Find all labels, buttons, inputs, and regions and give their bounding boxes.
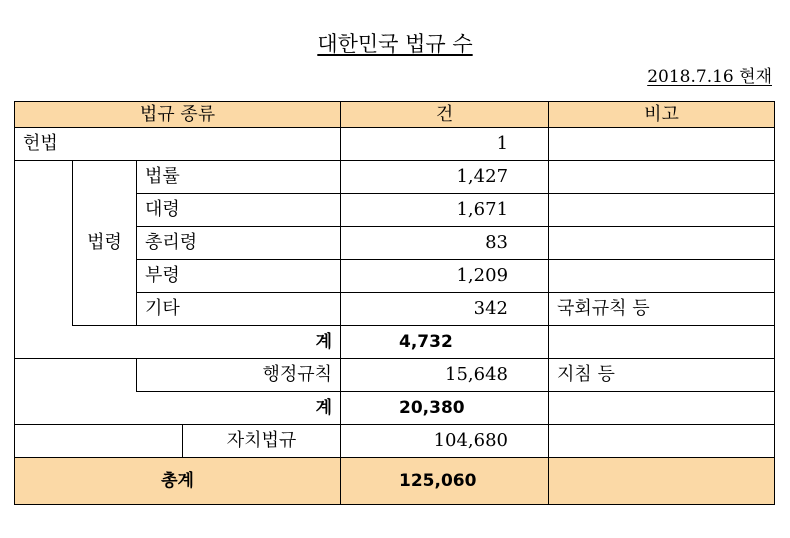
local-rules-note — [549, 425, 775, 458]
law-item-label: 기타 — [137, 293, 341, 326]
law-item-note — [549, 227, 775, 260]
subtotal-row — [15, 326, 775, 359]
total-row — [15, 458, 775, 505]
subtotal2-label: 계 — [15, 392, 341, 425]
law-item-label: 법률 — [137, 161, 341, 194]
constitution-note — [549, 128, 775, 161]
law-item-note — [549, 194, 775, 227]
table-row — [15, 128, 775, 161]
law-item-count: 342 — [341, 293, 549, 326]
indent-cell — [15, 425, 183, 458]
law-item-count: 83 — [341, 227, 549, 260]
admin-rules-label: 행정규칙 — [137, 359, 341, 392]
title-text: 대한민국 법규 수 — [317, 32, 473, 56]
admin-rules-count: 15,648 — [341, 359, 549, 392]
constitution-label: 헌법 — [15, 128, 341, 161]
total-note — [549, 458, 775, 505]
header-row — [15, 102, 775, 128]
total-label: 총계 — [15, 458, 341, 505]
table-row — [15, 359, 775, 392]
admin-rules-note: 지침 등 — [549, 359, 775, 392]
law-group-label: 법령 — [73, 161, 137, 326]
law-item-count: 1,427 — [341, 161, 549, 194]
date-label: 2018.7.16 현재 — [647, 67, 772, 87]
law-item-count: 1,209 — [341, 260, 549, 293]
header-count: 건 — [341, 102, 549, 128]
indent-cell — [15, 359, 137, 392]
subtotal1-note — [549, 326, 775, 359]
subtotal2-count: 20,380 — [341, 392, 549, 425]
local-rules-count: 104,680 — [341, 425, 549, 458]
law-item-label: 대령 — [137, 194, 341, 227]
table-row — [15, 425, 775, 458]
subtotal2-note — [549, 392, 775, 425]
subtotal1-count: 4,732 — [341, 326, 549, 359]
subtotal1-label: 계 — [15, 326, 341, 359]
constitution-count: 1 — [341, 128, 549, 161]
law-item-note: 국회규칙 등 — [549, 293, 775, 326]
total-count: 125,060 — [341, 458, 549, 505]
law-item-count: 1,671 — [341, 194, 549, 227]
header-note: 비고 — [549, 102, 775, 128]
statute-table — [14, 101, 775, 505]
law-item-note — [549, 260, 775, 293]
local-rules-label: 자치법규 — [183, 425, 341, 458]
header-kind: 법규 종류 — [15, 102, 341, 128]
indent-cell — [15, 161, 73, 326]
law-item-note — [549, 161, 775, 194]
subtotal-row — [15, 392, 775, 425]
table-row — [15, 161, 775, 194]
law-item-label: 총리령 — [137, 227, 341, 260]
page-title — [0, 30, 790, 58]
law-item-label: 부령 — [137, 260, 341, 293]
